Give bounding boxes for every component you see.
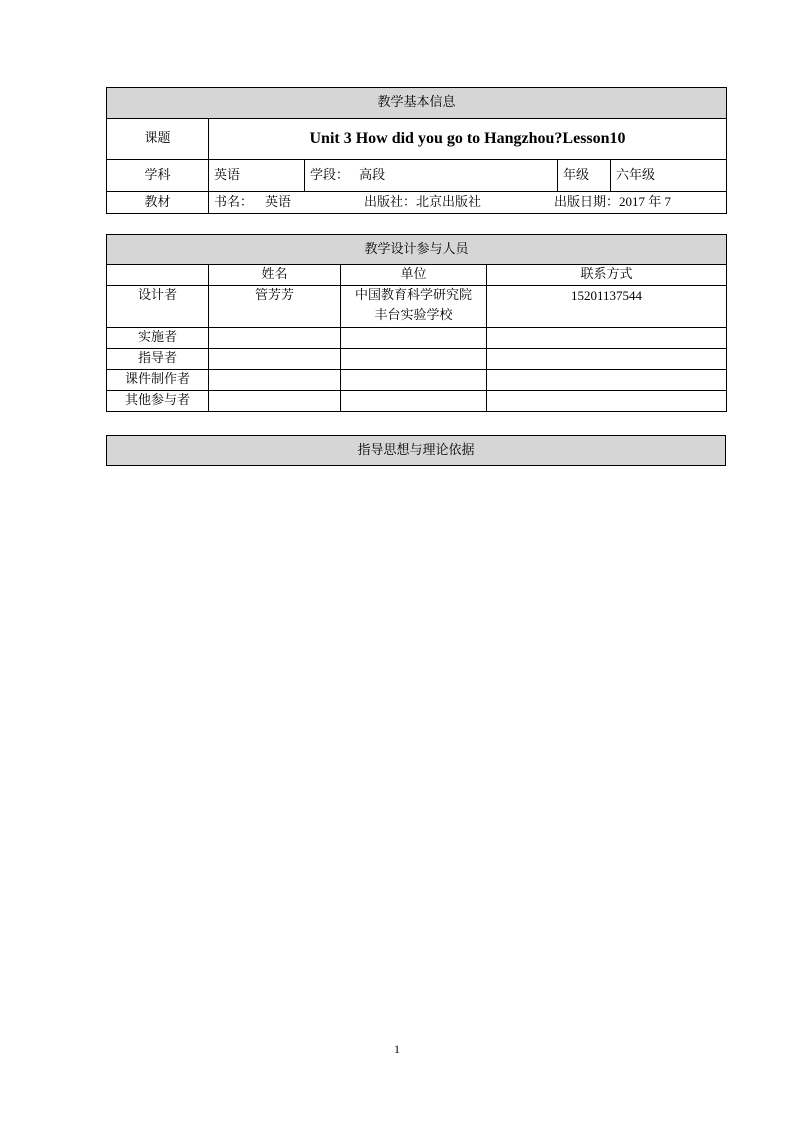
publisher-label: 出版社：	[364, 195, 417, 210]
subject-value: 英语	[209, 160, 305, 192]
grade-value: 六年级	[611, 160, 727, 192]
role-cell: 实施者	[107, 328, 209, 349]
role-cell: 课件制作者	[107, 370, 209, 391]
textbook-details	[209, 192, 727, 214]
book-name-value: 英语	[265, 195, 292, 210]
unit-cell	[341, 328, 487, 349]
topic-label: 课题	[107, 119, 209, 160]
participants-header: 教学设计参与人员	[107, 235, 727, 265]
table-row	[107, 328, 727, 349]
column-header-contact: 联系方式	[487, 265, 727, 286]
contact-cell: 15201137544	[487, 286, 727, 328]
contact-cell	[487, 349, 727, 370]
contact-cell	[487, 328, 727, 349]
guidance-header: 指导思想与理论依据	[107, 436, 726, 466]
publisher-value: 北京出版社	[416, 195, 482, 210]
name-cell	[209, 391, 341, 412]
column-header-unit: 单位	[341, 265, 487, 286]
basic-info-header: 教学基本信息	[107, 88, 727, 119]
book-name-label: 书名：	[214, 195, 254, 210]
unit-cell	[341, 349, 487, 370]
name-cell: 管芳芳	[209, 286, 341, 328]
table-row	[107, 349, 727, 370]
column-header-name: 姓名	[209, 265, 341, 286]
unit-cell	[341, 286, 487, 328]
page-number: 1	[394, 1042, 400, 1056]
unit-line: 中国教育科学研究院	[354, 288, 472, 303]
name-cell	[209, 328, 341, 349]
column-header-role	[107, 265, 209, 286]
table-row	[107, 286, 727, 328]
unit-cell	[341, 370, 487, 391]
grade-label: 年级	[558, 160, 611, 192]
name-cell	[209, 349, 341, 370]
pub-date-field	[554, 192, 671, 213]
role-cell: 其他参与者	[107, 391, 209, 412]
textbook-label: 教材	[107, 192, 209, 214]
stage-label: 学段：	[310, 167, 350, 183]
pub-date-value: 2017 年 7	[619, 194, 672, 209]
unit-line: 丰台实验学校	[374, 308, 453, 323]
guidance-table	[106, 435, 726, 466]
contact-cell	[487, 391, 727, 412]
stage-cell	[305, 160, 558, 192]
unit-cell	[341, 391, 487, 412]
table-row	[107, 391, 727, 412]
name-cell	[209, 370, 341, 391]
stage-value: 高段	[359, 167, 386, 183]
contact-cell	[487, 370, 727, 391]
subject-label: 学科	[107, 160, 209, 192]
role-cell: 指导者	[107, 349, 209, 370]
topic-value: Unit 3 How did you go to Hangzhou?Lesson10	[209, 119, 727, 160]
role-cell: 设计者	[107, 286, 209, 328]
pub-date-label: 出版日期：	[554, 195, 620, 210]
table-row	[107, 370, 727, 391]
basic-info-table	[106, 87, 727, 214]
publisher-field	[364, 193, 554, 213]
participants-table	[106, 234, 727, 412]
book-name-field	[214, 193, 364, 213]
